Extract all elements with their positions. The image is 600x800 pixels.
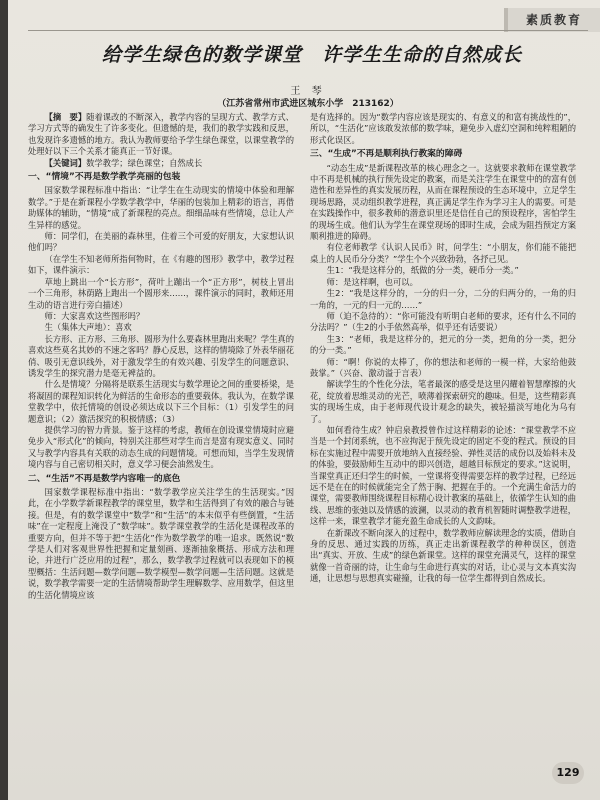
keywords bbox=[28, 158, 294, 169]
journal-page bbox=[8, 0, 600, 800]
paragraph: 生1：“我是这样分的，纸做的分一类，硬币分一类。” bbox=[326, 265, 519, 276]
paragraph: 草地上跳出一个“长方形”，荷叶上蹦出一个“正方形”，树枝上冒出一个三角形，林荫路上跑出一个圆形来……，课件演示的同时，教师还用生动的语言进行旁白描述） bbox=[28, 276, 294, 310]
paragraph: “动态生成”是新课程改革的核心理念之一。这就要求教师在课堂教学中不再是机械的执行预先设定的教案，而是关注学生在课堂中的的富有创造性和差异性的真实发展历程，从而在课程预设的生态环境中，立足学生现场思路，灵动组织教学进程，真正满足学生作为学习主人的需要。可是在实践操作中，很多教师的潜意识里还是信任自己的预设程序，害怕学生的现场生成。他们认为学生在课堂现场的即时生成，会成为阻挡预定方案顺利推进的障碍。 bbox=[310, 162, 576, 242]
paragraph: 长方形、正方形、三角形、圆形为什么要森林里跑出来呢？学生真的喜欢这些莫名其妙的不速之客吗？静心反思，这样的情境除了外表华丽花俏、吸引无意识线外，对于激发学生的有效兴趣、引发学生的问题意识、诱发学生的探究潜力是毫无裨益的。 bbox=[28, 333, 294, 378]
paragraph: 生2：“我是这样分的，一分的归一分，二分的归两分的，一角的归一角的，一元的归一元的……” bbox=[310, 288, 576, 310]
paragraph: 师：“啊！你说的太棒了，你的想法和老师的一模一样，大家给他鼓鼓掌。”（兴奋、激动溢于言表） bbox=[310, 356, 576, 378]
abstract-text: 随着课改的不断深入，教学内容的呈现方式、教学方式、学习方式等的确发生了许多变化。但遗憾的是，我们的教学实践和反思，也发现许多遗憾的地方。我认为教师要给予学生绿色课堂，以课堂教学的处理好以下三个关系才能真正一节好课。 bbox=[28, 112, 294, 157]
paragraph: 什么是情境？分隔将是联系生活现实与数学理论之间的重要桥梁，是将凝固的课程知识转化为鲜活的生命形态的重要载体。我认为，在数学课堂教学中，依托情境的创设必须达成以下三个目标：（1）引发学生的问题意识；（2）激活探究的积极情感；（3） bbox=[28, 379, 294, 424]
paragraph: 师：同学们，在美丽的森林里，住着三个可爱的好朋友，大家想认识他们吗？ bbox=[28, 231, 294, 253]
article-author: 王 琴 bbox=[290, 86, 326, 97]
paragraph: 如何看待生成？钟启泉教授曾作过这样精彩的论述：“课堂教学不应当是一个封闭系统，也不应拘泥于预先设定的固定不变的程式。预设的目标在实施过程中需要开放地纳入直接经验、弹性灵活的成份以及始料未及的体验，要鼓励师生互动中的即兴创造，超越目标预定的要求。”这说明，当课堂真正还归学生的时候，一堂课将变得需要怎样的教学过程，已经远远不是在在的时候就能完全了然于胸、把握在手的。一个充满生命活力的课堂，需要教师围绕课程目标精心设计教案的基础上，依循学生认知的曲线、思维的张弛以及情感的波澜，以灵动的教育机智随时调整教学进程，这样一来，课堂教学才能充盈生命成长的人文韵味。 bbox=[310, 424, 576, 527]
section-heading: 三、“生成”不再是顺利执行教案的障碍 bbox=[310, 149, 463, 160]
keywords-label: 【关键词】 bbox=[44, 157, 87, 168]
paragraph: 生（集体大声地）：喜欢 bbox=[44, 322, 132, 333]
abstract-label: 【摘 要】 bbox=[44, 112, 87, 122]
paragraph: 解读学生的个性化分法，笔者最深的感受是这里闪耀着智慧摩擦的火花，绽放着思维灵动的光芒，喷薄着探索研究的趣味。但是，这些精彩真实的现场生成，由于老师现代设计观念的缺失，被轻描淡写地化为乌有了。 bbox=[310, 379, 576, 424]
section-heading: 二、“生活”不再是数学内容唯一的底色 bbox=[28, 473, 181, 484]
paragraph: 在新课改不断向深入的过程中，数学教师应解读理念的实质，借助自身的反思、通过实践的历练，真正走出新课程教学的种种误区，创造出“真实、开放、生成”的绿色新课堂。这样的课堂充满灵气，这样的课堂就像一首奇丽的诗，让生命与生命进行真实的对话，让心灵与文本真实沟通，让思想与思想真实碰撞，让我的每一位学生都得到自然成长。 bbox=[310, 527, 576, 584]
paragraph: 国家数学课程标准中指出：“让学生在生动现实的情境中体验和理解数学。”于是在新课程小学数学教学中，华丽的包装加上精彩的语言，再借助媒体的辅助，“情境”成了新课程的亮点。细细品味有些情境，总让人产生异样的感觉。 bbox=[28, 185, 294, 230]
paragraph: 生3：“老师，我是这样分的，把元的分一类，把角的分一类，把分的分一类。” bbox=[310, 333, 576, 356]
paragraph: 国家数学课程标准中指出：“数学教学应关注学生的生活现实。”因此，在小学数学新课程教学的课堂里，数学和生活得到了有效的融合与链接。但是，有的数学课堂中“数学”和“生活”的本末似乎有些倒置，“生活味”在一定程度上淹没了“数学味”。数学课堂教学的生活化是课程改革的重要方向，但并不等于把“生活化”作为数学教学的唯一追求。既然说“数学是人们对客观世界性把握和定量刻画、逐渐抽象概括、形成方法和理论，并进行广泛应用的过程”，那么，数学教学过程就可以表现如下的模型概括：生活问题—数学问题—数学模型—数学问题—生活问题。这就是说，数学教学需要一定的生活情境帮助学生理解数学、应用数学，但这里的生活化情境应该 bbox=[28, 487, 294, 600]
paragraph: 提供学习的智力背景。鉴于这样的考虑，教师在创设课堂情境时应避免步入“形式化”的倾向，特别关注那些对学生而言是富有现实意义、同时又与教学内容具有关联的动态生成的问题情境。可想而知，当学生发现情境内容与自己密切相关时，意义学习便会油然发生。 bbox=[28, 424, 294, 470]
section-tag: 素质教育 bbox=[504, 8, 600, 32]
abstract bbox=[28, 112, 294, 158]
left-column bbox=[28, 112, 294, 601]
header-rule bbox=[28, 30, 588, 31]
article-title: 给学生绿色的数学课堂 许学生生命的自然成长 bbox=[101, 44, 522, 66]
right-column bbox=[310, 112, 576, 585]
page-number: 129 bbox=[552, 762, 584, 784]
paragraph: 师（迫不急待的）：“你可能没有听明白老师的要求，还有什么不同的分法吗？”（生2的小手依然高举，似乎还有话要说） bbox=[310, 310, 576, 333]
paragraph: 有位老师教学《认识人民币》时，问学生：“小朋友，你们能不能把桌上的人民币分分类？”学生个个兴致勃勃，各抒己见。 bbox=[310, 242, 576, 264]
paragraph: 师：是这样啊，也可以。 bbox=[326, 276, 418, 287]
keywords-text: 数学教学；绿色课堂；自然成长 bbox=[86, 157, 203, 168]
paragraph: （在学生不知老师所指何物时，在《有趣的图形》教学中，教学过程如下，课件演示： bbox=[28, 253, 294, 276]
section-heading: 一、“情境”不再是数学教学亮丽的包装 bbox=[28, 172, 181, 183]
paragraph: 是有选择的。因为“数学内容应该是现实的、有意义的和富有挑战性的”，所以，“生活化”应该敢发浓郁的数学味，避免步入虚幻空洞和纯粹粗陋的形式化误区。 bbox=[310, 112, 576, 145]
paragraph: 师：大家喜欢这些图形吗？ bbox=[44, 310, 145, 321]
article-affiliation: （江苏省常州市武进区城东小学 213162） bbox=[217, 99, 399, 109]
